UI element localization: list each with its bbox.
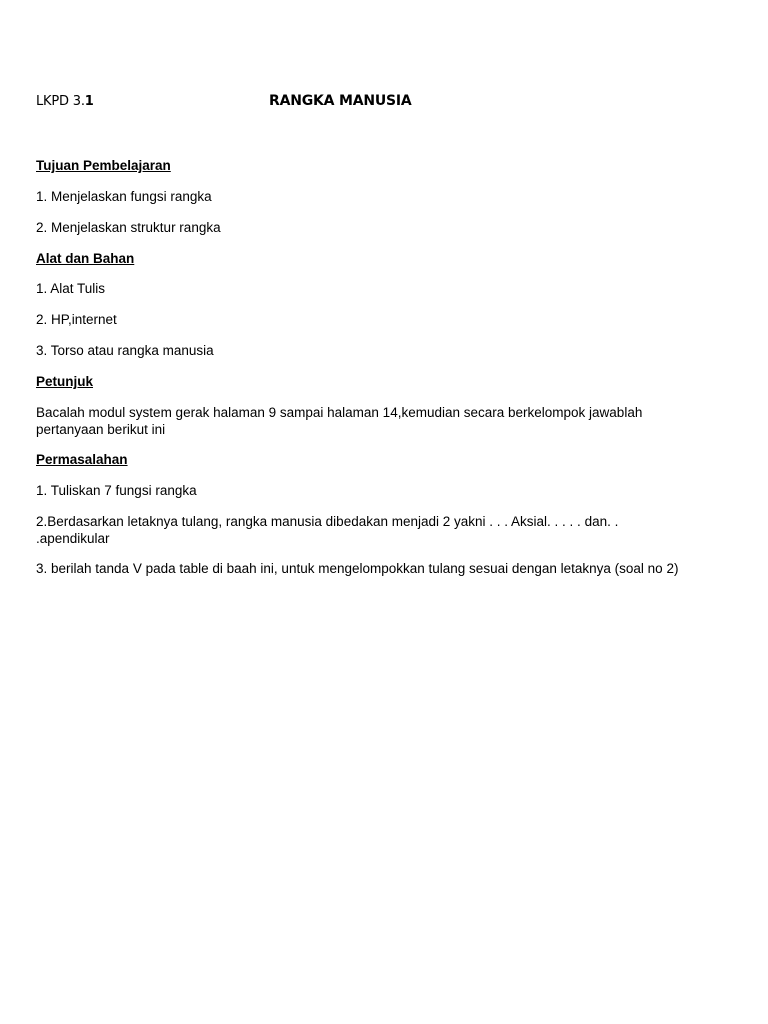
question-2-line-1: 2.Berdasarkan letaknya tulang, rangka manusia dibedakan menjadi 2 yakni . . . Aksial. . . . . dan. . [36,514,619,529]
question-1: 1. Tuliskan 7 fungsi rangka [36,483,197,498]
worksheet-code-prefix: LKPD 3. [36,94,85,109]
question-2-line-2: .apendikular [36,531,110,546]
question-3: 3. berilah tanda V pada table di baah ini, untuk mengelompokkan tulang sesuai dengan letaknya (soal no 2) [36,561,679,576]
worksheet-code-number: 1 [84,94,94,109]
heading-tujuan-pembelajaran: Tujuan Pembelajaran [36,158,171,173]
list-item: 1. Alat Tulis [36,281,106,296]
document-header [36,94,736,116]
document-title: RANGKA MANUSIA [269,93,412,109]
list-item: 1. Menjelaskan fungsi rangka [36,189,212,204]
list-item: 3. Torso atau rangka manusia [36,343,214,358]
heading-petunjuk: Petunjuk [36,374,94,389]
heading-alat-dan-bahan: Alat dan Bahan [36,251,135,266]
instruction-text-line-1: Bacalah modul system gerak halaman 9 sampai halaman 14,kemudian secara berkelompok jawablah [36,405,643,420]
worksheet-code [36,94,94,109]
instruction-text-line-2: pertanyaan berikut ini [36,422,166,437]
heading-permasalahan: Permasalahan [36,452,128,467]
list-item: 2. Menjelaskan struktur rangka [36,220,221,235]
list-item: 2. HP,internet [36,312,117,327]
